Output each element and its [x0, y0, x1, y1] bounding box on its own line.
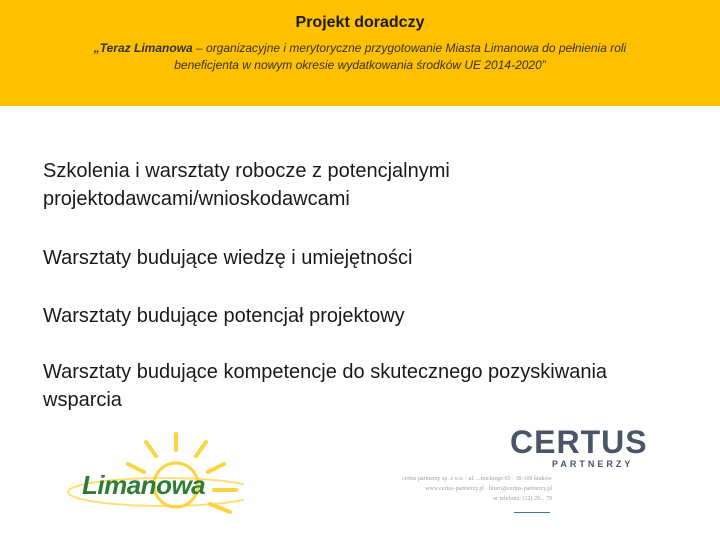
header-subtitle	[60, 40, 660, 74]
certus-divider	[514, 512, 550, 513]
certus-address-line: www.certus-partnerzy.pl · biuro@certus-partnerzy.pl	[425, 486, 552, 492]
limanowa-logo-text: Limanowa	[82, 470, 206, 500]
header-banner	[0, 0, 720, 106]
header-title: Projekt doradczy	[295, 14, 425, 31]
section-heading: Szkolenia i warsztaty robocze z potencjalnymi projektodawcami/wnioskodawcami	[43, 160, 450, 210]
certus-address-line: certus partnerzy sp. z o.o. · ul. ...mickiego 65 · 30-100 kraków	[402, 476, 552, 482]
certus-address	[376, 474, 552, 504]
header-subtitle-bold: „Teraz Limanowa	[93, 41, 193, 55]
list-item: Warsztaty budujące potencjał projektowy	[43, 305, 405, 327]
certus-logo-name: CERTUS	[510, 424, 648, 460]
certus-address-line: nr telefonu: (12) 29... 79	[493, 496, 552, 502]
certus-logo-sub: PARTNERZY	[552, 459, 634, 469]
list-item: Warsztaty budujące kompetencje do skutecznego pozyskiwania wsparcia	[43, 361, 608, 411]
header-subtitle-rest: – organizacyjne i merytoryczne przygotowanie Miasta Limanowa do pełnienia roli beneficjenta w nowym okresie wydatkowania środków UE 2014-2020”	[174, 41, 627, 72]
list-item: Warsztaty budujące wiedzę i umiejętności	[43, 247, 413, 269]
